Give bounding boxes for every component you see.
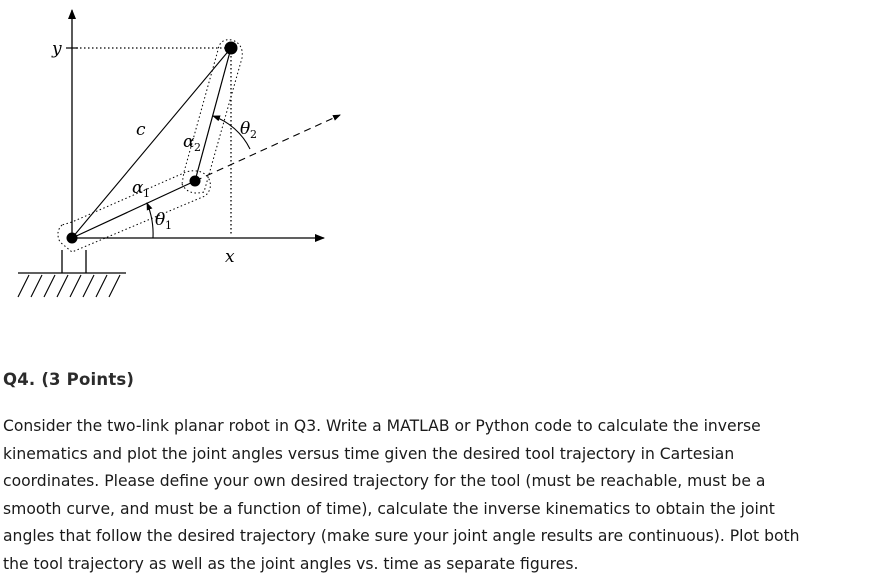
ground-hatching — [18, 275, 120, 297]
question-line: the tool trajectory as well as the joint angles vs. time as separate figures. — [3, 551, 875, 578]
link-2 — [195, 48, 231, 181]
link1-extension-dashed — [195, 115, 340, 181]
theta2-label: θ — [240, 119, 250, 139]
c-label: c — [136, 120, 146, 140]
question-line: coordinates. Please define your own desired trajectory for the tool (must be reachable, must be a — [3, 468, 875, 496]
base-joint — [67, 233, 78, 244]
reach-line-c — [72, 48, 231, 238]
question-heading: Q4. (3 Points) — [3, 370, 134, 389]
theta2-subscript: 2 — [250, 128, 257, 141]
theta1-subscript: 1 — [165, 219, 172, 232]
question-line: smooth curve, and must be a function of time), calculate the inverse kinematics to obtain the joint — [3, 496, 875, 524]
question-body — [3, 413, 875, 578]
alpha2-subscript: 2 — [194, 141, 201, 154]
alpha2-label: α — [183, 132, 195, 152]
alpha1-label: α — [132, 178, 144, 198]
question-line: angles that follow the desired trajectory (make sure your joint angle results are continuous). Plot both — [3, 523, 875, 551]
y-axis-label: y — [51, 39, 62, 59]
end-effector — [225, 42, 238, 55]
elbow-joint — [190, 176, 201, 187]
question-line: kinematics and plot the joint angles versus time given the desired tool trajectory in Cartesian — [3, 441, 875, 469]
alpha1-subscript: 1 — [143, 187, 150, 200]
theta1-label: θ — [155, 210, 165, 230]
question-line: Consider the two-link planar robot in Q3. Write a MATLAB or Python code to calculate the inverse — [3, 413, 875, 441]
x-axis-label: x — [225, 247, 235, 267]
